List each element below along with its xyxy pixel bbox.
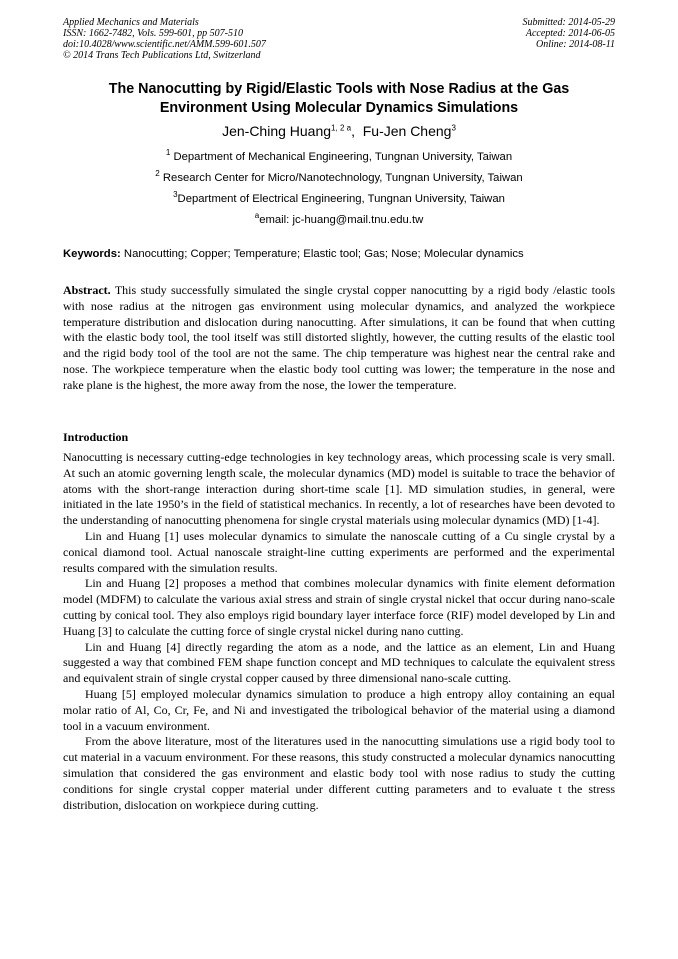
abstract [63,283,615,394]
introduction-body [63,450,615,813]
journal-name: Applied Mechanics and Materials [63,17,199,28]
paragraph: Huang [5] employed molecular dynamics simulation to produce a high entropy alloy containing an equal molar ratio of Al, Co, Cr, Fe, and Ni and investigated the tribological behavior of the material using a diamond tool in a vacuum environment. [63,686,615,733]
keywords-label: Keywords: [63,248,121,260]
online-date: Online: 2014-08-11 [536,39,615,50]
doi-line: doi:10.4028/www.scientific.net/AMM.599-601.507 [63,39,266,50]
abstract-text: This study successfully simulated the single crystal copper nanocutting by a rigid body /elastic tools with nose radius at the nitrogen gas environment using molecular dynamics, and analyzed the workpiece temperature distribution and dislocation during nanocutting. After simulations, it can be found that when cutting with the elastic body tool, the tool itself was still distorted slightly, however, the cutting results of the elastic tool and the rigid body tool of the tool are not the same. The chip temperature was highest near the central rake and nose. The workpiece temperature when the elastic body tool cutting was lower; the temperature in the nose and rake plane is the highest, the more away from the nose, the lower the temperature. [63,283,615,392]
copyright-line: © 2014 Trans Tech Publications Ltd, Switzerland [63,50,261,61]
affiliation-mark: 1 [165,148,171,158]
paragraph: Lin and Huang [4] directly regarding the atom as a node, and the lattice as an element, Lin and Huang suggested a way that combined FEM shape function concept and MD techniques to calculate the equivalent stress and equivalent strain of single crystal copper caused by three dimensional nano-scale cutting. [63,639,615,686]
journal-info [63,17,266,61]
abstract-label: Abstract. [63,283,111,297]
affiliation-text: Research Center for Micro/Nanotechnology, Tungnan University, Taiwan [159,172,523,184]
author-name: Fu-Jen Cheng [362,123,452,139]
author-name: Jen-Ching Huang [222,123,332,139]
author-separator: , [351,123,363,139]
affiliation-mark: a [254,211,260,221]
email-line [63,213,615,227]
email-text: email: jc-huang@mail.tnu.edu.tw [259,214,424,226]
affiliation [63,150,615,164]
title-line-2: Environment Using Molecular Dynamics Simulations [159,100,519,116]
issn-line: ISSN: 1662-7482, Vols. 599-601, pp 507-510 [63,28,243,39]
author-affiliation-mark: 1, 2 a [331,123,352,133]
affiliation-text: Department of Electrical Engineering, Tungnan University, Taiwan [177,193,505,205]
paragraph: Nanocutting is necessary cutting-edge technologies in key technology areas, which processing scale is very small. At such an atomic governing length scale, the molecular dynamics (MD) model is suitable to trace the behavior of atoms with the short-range interaction during short-time scale [1]. MD simulation studies, in general, were initiated in the late 1950’s in the field of statistical mechanics. In recently, a lot of researches have been devoted to the understanding of nanocutting phenomena for single crystal materials using molecular dynamics (MD) [1-4]. [63,450,615,528]
paragraph: Lin and Huang [2] proposes a method that combines molecular dynamics with finite element deformation model (MDFM) to calculate the various axial stress and strain of single crystal nickel that occur during nano-scale cutting by conical tool. They also employs rigid boundary layer interface force (RIF) model developed by Lin and Huang [3] to calculate the cutting force of single crystal nickel during nano cutting. [63,576,615,638]
section-heading-introduction: Introduction [63,430,129,444]
accepted-date: Accepted: 2014-06-05 [525,28,615,39]
affiliation-mark: 2 [155,169,160,179]
affiliation [63,171,615,185]
paragraph: From the above literature, most of the literatures used in the nanocutting simulations use a rigid body tool to cut material in a vacuum environment. For these reasons, this study constructed a molecular dynamics nanocutting simulation that considered the gas environment and elastic body tool with nose radius to study the cutting conditions for single crystal copper material under different cutting parameters and to evaluate t the stress distribution, dislocation on workpiece during cutting. [63,734,615,812]
author-affiliation-mark: 3 [451,123,456,133]
affiliation-mark: 3 [173,190,178,200]
paper-title [63,80,615,118]
keywords-text: Nanocutting; Copper; Temperature; Elastic tool; Gas; Nose; Molecular dynamics [120,248,524,260]
title-line-1: The Nanocutting by Rigid/Elastic Tools with Nose Radius at the Gas [108,81,570,97]
affiliation [63,192,615,206]
submitted-date: Submitted: 2014-05-29 [522,17,615,28]
affiliation-text: Department of Mechanical Engineering, Tungnan University, Taiwan [170,151,513,163]
keywords [63,247,615,261]
author-list [63,122,615,140]
publication-dates [523,17,616,50]
paragraph: Lin and Huang [1] uses molecular dynamics to simulate the nanoscale cutting of a Cu single crystal by a conical diamond tool. Actual nanoscale straight-line cutting experiments are performed and the experimental results compared with the simulation results. [63,528,615,575]
